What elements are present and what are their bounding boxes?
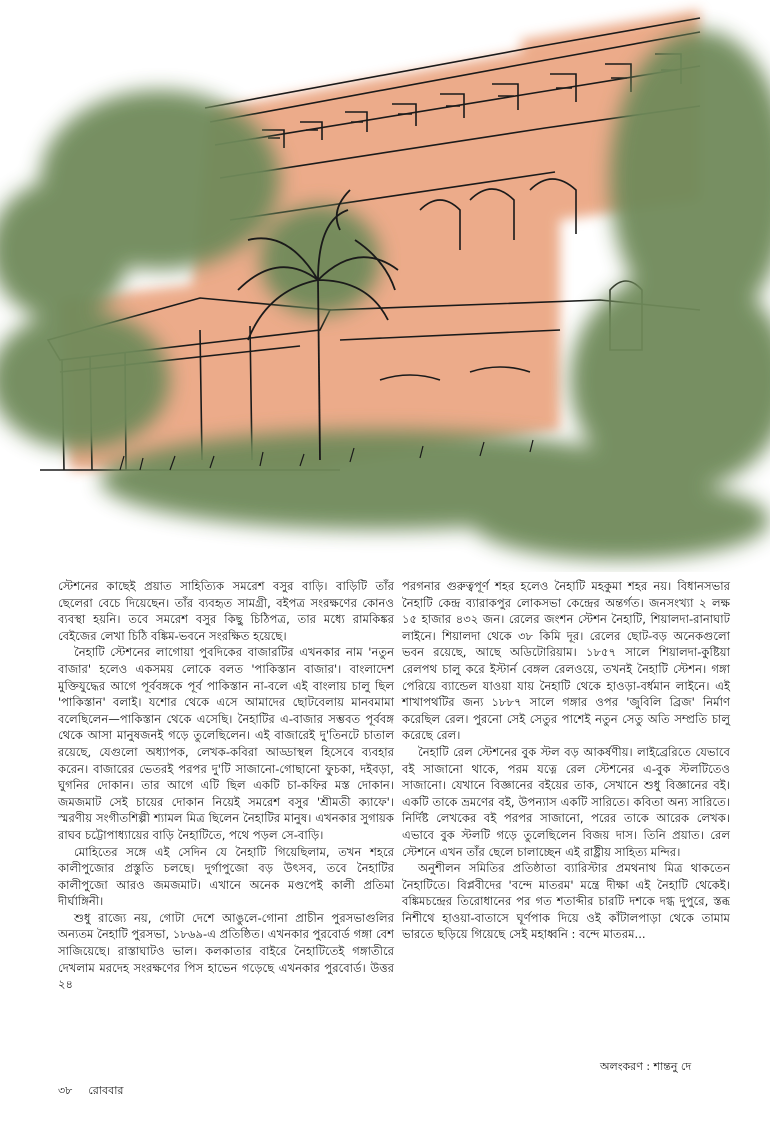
paragraph: নৈহাটি রেল স্টেশনের বুক স্টল বড় আকর্ষণীয়। লাইব্রেরিতে যেভাবে বই সাজানো থাকে, পরম যত্নে রেল স্টেশনের এ-বুক স্টলটিতেও সাজানো। যেখানে বিজ্ঞানের বইয়ের তাক, সেখানে শুধু বিজ্ঞানের বই। একটি তাকে ভ্রমণের বই, উপন্যাস একটি সারিতে। কবিতা অন্য সারিতে। নির্দিষ্ট লেখকের বই পরপর সাজানো, পরের তাকে আরেক লেখক। এভাবে বুক স্টলটি গড়ে তুলেছিলেন বিজয় দাস। তিনি প্রয়াত। রেল স্টেশনে এখন তাঁর ছেলে চালাচ্ছেন এই রাষ্ট্রীয় সাহিত্য মন্দির। [402, 744, 730, 859]
illustration-credit: অলংকরণ : শান্তনু দে [600, 1060, 692, 1073]
article-column-left [58, 578, 394, 993]
magazine-name: রোববার [88, 1084, 124, 1097]
paragraph: স্টেশনের কাছেই প্রয়াত সাহিত্যিক সমরেশ বসুর বাড়ি। বাড়িটি তাঁর ছেলেরা বেচে দিয়েছেন। তাঁর ব্যবহৃত সামগ্রী, বইপত্র সংরক্ষণের কোনও ব্যবস্থা হয়নি। তবে সমরেশ বসুর কিছু চিঠিপত্র, তার মধ্যে রামকিঙ্কর বেইজের লেখা চিঠি বঙ্কিম-ভবনে সংরক্ষিত হয়েছে। [58, 579, 394, 643]
paragraph: পরগনার গুরুত্বপূর্ণ শহর হলেও নৈহাটি মহকুমা শহর নয়। বিধানসভার নৈহাটি কেন্দ্র ব্যারাকপুর লোকসভা কেন্দ্রের অন্তর্গত। জনসংখ্যা ২ লক্ষ ১৫ হাজার ৪৩২ জন। রেলের জংশন স্টেশন নৈহাটি, শিয়ালদা-রানাঘাট লাইনে। শিয়ালদা থেকে ৩৮ কিমি দূর। রেলের ছোট-বড় অনেকগুলো ভবন রয়েছে, আছে অডিটোরিয়াম। ১৮৫৭ সালে শিয়ালদা-কুষ্টিয়া রেলপথ চালু করে ইস্টার্ন বেঙ্গল রেলওয়ে, তখনই নৈহাটি স্টেশন। গঙ্গা পেরিয়ে ব্যান্ডেল যাওয়া যায় নৈহাটি থেকে হাওড়া-বর্ধমান লাইনে। এই শাখাপথটির জন্য ১৮৮৭ সালে গঙ্গার ওপর 'জুবিলি ব্রিজ' নির্মাণ করেছিল রেল। পুরনো সেই সেতুর পাশেই নতুন সেতু অতি সম্প্রতি চালু করেছে রেল। [402, 579, 730, 743]
paragraph: মোহিতের সঙ্গে এই সেদিন যে নৈহাটি গিয়েছিলাম, তখন শহরে কালীপুজোর প্রস্তুতি চলছে। দুর্গাপুজো বড় উৎসব, তবে নৈহাটির কালীপুজো আরও জমজমাট। এখানে অনেক মণ্ডপেই কালী প্রতিমা দীর্ঘাঙ্গিনী। [58, 844, 394, 909]
paragraph: অনুশীলন সমিতির প্রতিষ্ঠাতা ব্যারিস্টার প্রমথনাথ মিত্র থাকতেন নৈহাটিতে। বিপ্লবীদের 'বন্দে মাতরম' মন্ত্রে দীক্ষা এই নৈহাটি থেকেই। বঙ্কিমচন্দ্রের তিরোধানের পর গত শতাব্দীর চারটি দশকে দগ্ধ দুপুরে, স্তব্ধ নিশীথে হাওয়া-বাতাসে ঘূর্ণপাক দিয়ে ওই কাঁটালপাড়া থেকে তামাম ভারতে ছড়িয়ে গিয়েছে সেই মহাধ্বনি : বন্দে মাতরম... [402, 861, 730, 942]
page-number: ৩৮ [58, 1084, 73, 1097]
page-footer [58, 1082, 124, 1101]
paragraph: শুধু রাজ্যে নয়, গোটা দেশে আঙুলে-গোনা প্রাচীন পুরসভাগুলির অন্যতম নৈহাটি পুরসভা, ১৮৬৯-এ প্রতিষ্ঠিত। এখনকার পুরবোর্ড গঙ্গা বেশ সাজিয়েছে। রাস্তাঘাটও ভাল। কলকাতার বাইরে নৈহাটিতেই গঙ্গাতীরে দেখলাম মরদেহ সংরক্ষণের পিস হাভেন গড়েছে এখনকার পুরবোর্ড। উত্তর ২৪ [58, 910, 394, 992]
paragraph: নৈহাটি স্টেশনের লাগোয়া পুবদিকের বাজারটির এখনকার নাম 'নতুন বাজার' হলেও একসময় লোকে বলত 'পাকিস্তান বাজার'। বাংলাদেশ মুক্তিযুদ্ধের আগে পূর্ববঙ্গকে পূর্ব পাকিস্তান না-বলে এই বাংলায় চালু ছিল 'পাকিস্তান' বলাই। যশোর থেকে এসে আমাদের ছোটবেলায় মানবমামা বলেছিলেন—পাকিস্তান থেকে এসেছি। নৈহাটির এ-বাজার সম্ভবত পূর্ববঙ্গ থেকে আসা মানুষজনই গড়ে তুলেছিলেন। এই বাজারেই দু'তিনটে চাতাল রয়েছে, যেগুলো অধ্যাপক, লেখক-কবিরা আড্ডাস্থল হিসেবে ব্যবহার করেন। বাজারের ভেতরই পরপর দু'টি সাজানো-গোছানো ফুচকা, দইবড়া, ঘুগনির দোকান। তার আগে এটি ছিল একটি চা-কফির মস্ত দোকান। জমজমাট সেই চায়ের দোকান নিয়েই সমরেশ বসুর 'শ্রীমতী ক্যাফে'। স্মরণীয় সংগীতশিল্পী শ্যামল মিত্র ছিলেন নৈহাটির মানুষ। এখনকার সুগায়ক রাঘব চট্টোপাধ্যায়ের বাড়ি নৈহাটিতে, পথে পড়ল সে-বাড়ি। [58, 645, 394, 842]
article-column-right [402, 578, 730, 943]
